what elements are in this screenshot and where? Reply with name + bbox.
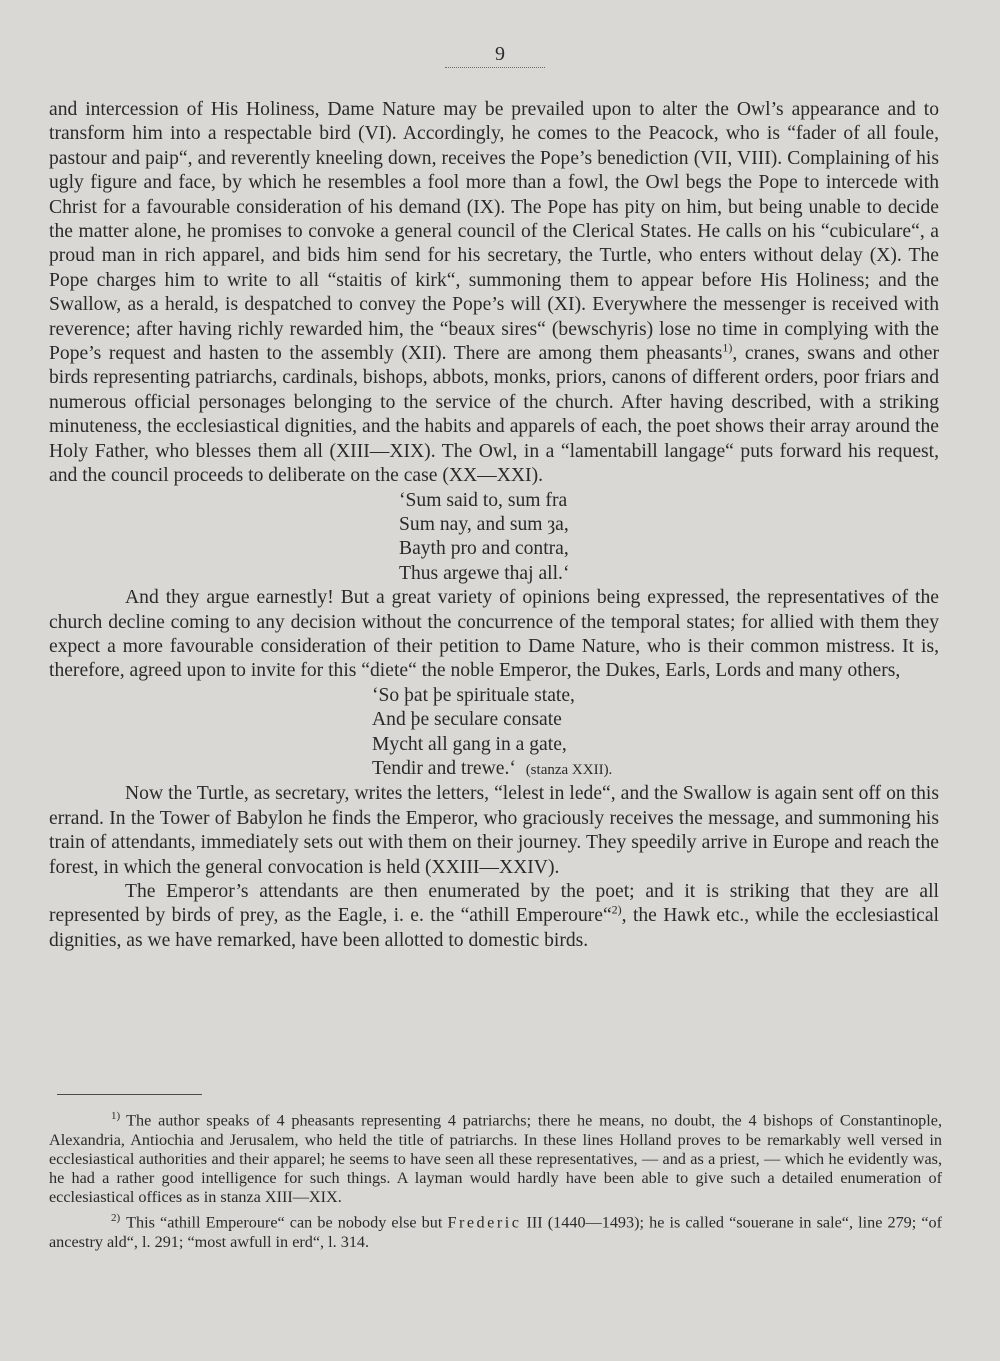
footnotes	[49, 1107, 942, 1254]
footnote-2	[49, 1209, 942, 1252]
verse-1-line-1: ‘Sum said to, sum fra	[399, 489, 568, 511]
paragraph-3: Now the Turtle, as secretary, writes the letters, “lelest in lede“, and the Swallow is again sent off on this errand. In the Tower of Babylon he finds the Emperor, who graciously receives the message, and summoning his train of attendants, immediately sets out with them on their journey. They speedily arrive in Europe and reach the forest, in which the general convocation is held (XXIII—XXIV).	[49, 783, 939, 878]
footnote-1	[49, 1107, 942, 1207]
verse-2-line-3: Mycht all gang in a gate,	[372, 733, 567, 755]
paragraph-4	[49, 880, 939, 953]
footnote-2-text: This “athill Emperoure“ can be nobody else but	[126, 1213, 443, 1232]
verse-2-line-4	[49, 757, 939, 782]
footnote-ref-1: 1)	[722, 340, 733, 355]
footnote-ref-2: 2)	[611, 902, 622, 917]
paragraph-1-continued: , cranes, swans and other birds representing patriarchs, cardinals, bishops, abbots, monks, priors, canons of different orders, poor friars and numerous official personages belonging to the service of the church. After having described, with a striking minuteness, the ecclesiastical dignities, and the habits and apparels of each, the poet shows their array around the Holy Father, who blesses them all (XIII—XIX). The Owl, in a “lamentabill langage“ puts forward his request, and the council proceeds to deliberate on the case (XX—XXI).	[49, 343, 940, 487]
footnote-2-text-continued: III (1440—1493); he is called “souerane in sale“, line 279; “of ancestry ald“, l. 291; “most awfull in erd“, l. 314.	[49, 1213, 943, 1251]
verse-2-line-2: And þe seculare consate	[372, 709, 562, 731]
paragraph-4-continued: , the Hawk etc., while the ecclesiastical dignities, as we have remarked, have been allotted to domestic birds.	[49, 905, 939, 951]
main-text	[49, 98, 939, 953]
footnote-2-marker: 2)	[111, 1212, 121, 1225]
verse-1-line-3: Bayth pro and contra,	[399, 538, 569, 560]
paragraph-4-text: The Emperor’s attendants are then enumerated by the poet; and it is striking that they are all represented by birds of prey, as the Eagle, i. e. the “athill Emperoure“	[49, 881, 939, 927]
stanza-note: (stanza XXII).	[525, 761, 613, 778]
footnote-2-name: Frederic	[447, 1213, 522, 1232]
paragraph-2: And they argue earnestly! But a great variety of opinions being expressed, the representatives of the church decline coming to any decision without the concurrence of the temporal states; for allied with them they expect a more favourable consideration of their petition to Dame Nature, who is their common mistress. It is, therefore, agreed upon to invite for this “diete“ the noble Emperor, the Dukes, Earls, Lords and many others,	[49, 587, 939, 682]
footnote-1-text: The author speaks of 4 pheasants representing 4 patriarchs; there he means, no doubt, the 4 bishops of Constantinople, Alexandria, Antiochia and Jerusalem, who held the title of patriarchs. In these lines Holland proves to be remarkably well versed in ecclesiastical authorities and their apparel; he seems to have seen all these representatives, — and as a priest, — which he evidently was, he had a rather good intelligence for such things. A layman would hardly have been able to give such a detailed enumeration of ecclesiastical offices as in stanza XIII—XIX.	[49, 1111, 942, 1207]
page-number-rule	[445, 67, 545, 68]
footnote-separator	[57, 1094, 202, 1095]
page-number: 9	[495, 43, 505, 65]
verse-1-line-2: Sum nay, and sum ȝa,	[399, 513, 569, 535]
verse-quote-2	[49, 684, 939, 783]
verse-quote-1	[49, 489, 939, 587]
footnote-1-marker: 1)	[111, 1110, 121, 1122]
verse-1-line-4: Thus argewe thaj all.‘	[399, 562, 570, 584]
paragraph-1-text: and intercession of His Holiness, Dame Nature may be prevailed upon to alter the Owl’s appearance and to transform him into a respectable bird (VI). Accordingly, he comes to the Peacock, who is “fader of all foule, pastour and paip“, and reverently kneeling down, receives the Pope’s benediction (VII, VIII). Complaining of his ugly figure and face, by which he resembles a fool more than a fowl, the Owl begs the Pope to intercede with Christ for a favourable consideration of his demand (IX). The Pope has pity on him, but being unable to decide the matter alone, he promises to convoke a general council of the Clerical States. He calls on his “cubiculare“, a proud man in rich apparel, and bids him send for his secretary, the Turtle, who enters without delay (X). The Pope charges him to write to all “staitis of kirk“, summoning them to appear before His Holiness; and the Swallow, as a herald, is despatched to convey the Pope’s will (XI). Everywhere the messenger is received with reverence; after having richly rewarded him, the “beaux sires“ (bewschyris) lose no time in complying with the Pope’s request and hasten to the assembly (XII). There are among them pheasants	[49, 99, 939, 365]
paragraph-1	[49, 98, 939, 489]
verse-2-line-4-text: Tendir and trewe.‘	[372, 757, 516, 779]
verse-2-line-1: ‘So þat þe spirituale state,	[372, 684, 575, 706]
